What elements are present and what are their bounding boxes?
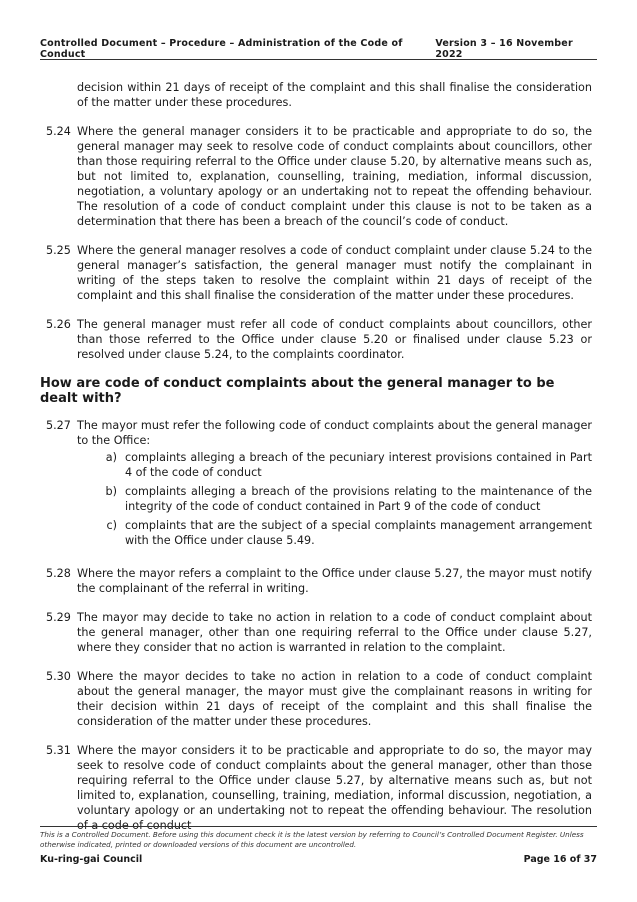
- clause-text: Where the general manager considers it to be practicable and appropriate to do so, the general manager may seek to resolve code of conduct complaints about councillors, other than those requiring referral to the Office under clause 5.20, by alternative means such as, but not limited to, explanation, counselling, training, mediation, informal discussion, negotiation, a voluntary apology or an undertaking not to repeat the offending behaviour. The resolution of a code of conduct complaint under this clause is not to be taken as a determination that there has been a breach of the council’s code of conduct.: [77, 125, 592, 228]
- clause-5-27: [40, 418, 592, 552]
- list-item-b: [77, 484, 592, 514]
- clause-content: [77, 418, 592, 552]
- list-item-text: complaints alleging a breach of the pecuniary interest provisions contained in Part 4 of the code of conduct: [125, 451, 592, 479]
- list-item-text: complaints alleging a breach of the provisions relating to the maintenance of the integrity of the code of conduct contained in Part 9 of the code of conduct: [125, 485, 592, 513]
- clause-5-29: [40, 610, 592, 655]
- clause-number: 5.31: [46, 744, 71, 757]
- clause-text: Where the mayor considers it to be practicable and appropriate to do so, the mayor may seek to resolve code of conduct complaints about the general manager, other than those requiring referral to the Office under clause 5.27, by alternative means such as, but not limited to, explanation, counselling, training, mediation, informal discussion, negotiation, a voluntary apology or an undertaking not to repeat the offending behaviour. The resolution of a code of conduct: [77, 744, 592, 832]
- clause-number: 5.25: [46, 244, 71, 257]
- footer-divider: [40, 826, 597, 827]
- clause-5-25: [40, 243, 592, 303]
- clause-text: The mayor must refer the following code of conduct complaints about the general manager to the Office:: [77, 419, 592, 447]
- clause-text: Where the mayor decides to take no action in relation to a code of conduct complaint about the general manager, the mayor must give the complainant reasons in writing for their decision within 21 days of receipt of the complaint and this shall finalise the consideration of the matter under these procedures.: [77, 670, 592, 728]
- header-divider: [40, 59, 597, 60]
- clause-5-28: [40, 566, 592, 596]
- page-number: Page 16 of 37: [523, 854, 597, 865]
- section-heading: How are code of conduct complaints about the general manager to be dealt with?: [40, 376, 555, 406]
- clause-5-26: [40, 317, 592, 362]
- clause-text: The mayor may decide to take no action in relation to a code of conduct complaint about the general manager, other than one requiring referral to the Office under clause 5.27, where they consider that no action is warranted in relation to the complaint.: [77, 611, 592, 654]
- clause-number: 5.24: [46, 125, 71, 138]
- organisation-name: Ku-ring-gai Council: [40, 854, 143, 865]
- clause-5-31: [40, 743, 592, 833]
- list-marker: c): [106, 519, 117, 532]
- clause-number: 5.27: [46, 419, 71, 432]
- document-version: Version 3 – 16 November 2022: [435, 38, 573, 60]
- document-title: Controlled Document – Procedure – Administration of the Code of Conduct: [40, 38, 403, 60]
- list-item-a: [77, 450, 592, 480]
- clause-5-24: [40, 124, 592, 229]
- clause-text: Where the general manager resolves a code of conduct complaint under clause 5.24 to the general manager’s satisfaction, the general manager must notify the complainant in writing of the steps taken to resolve the complaint within 21 days of receipt of the complaint and this shall finalise the consideration of the matter under these procedures.: [77, 244, 592, 302]
- list-item-c: [77, 518, 592, 548]
- page-body: [40, 80, 592, 847]
- clause-number: 5.29: [46, 611, 71, 624]
- list-item-text: complaints that are the subject of a special complaints management arrangement with the Office under clause 5.49.: [125, 519, 592, 547]
- continued-paragraph: decision within 21 days of receipt of the complaint and this shall finalise the consideration of the matter under these procedures.: [77, 81, 592, 109]
- clause-number: 5.26: [46, 318, 71, 331]
- clause-text: Where the mayor refers a complaint to the Office under clause 5.27, the mayor must notify the complainant of the referral in writing.: [77, 567, 592, 595]
- list-marker: a): [105, 451, 117, 464]
- clause-number: 5.30: [46, 670, 71, 683]
- list-marker: b): [105, 485, 117, 498]
- page-header: [40, 40, 597, 58]
- clause-text: The general manager must refer all code of conduct complaints about councillors, other than those referred to the Office under clause 5.20 or finalised under clause 5.23 or resolved under clause 5.24, to the complaints coordinator.: [77, 318, 592, 361]
- clause-number: 5.28: [46, 567, 71, 580]
- clause-5-30: [40, 669, 592, 729]
- page-footer: [40, 854, 597, 868]
- controlled-document-notice: This is a Controlled Document. Before using this document check it is the latest version by referring to Council’s Controlled Document Register. Unless otherwise indicated, printed or downloaded versions of this document are uncontrolled.: [40, 830, 584, 849]
